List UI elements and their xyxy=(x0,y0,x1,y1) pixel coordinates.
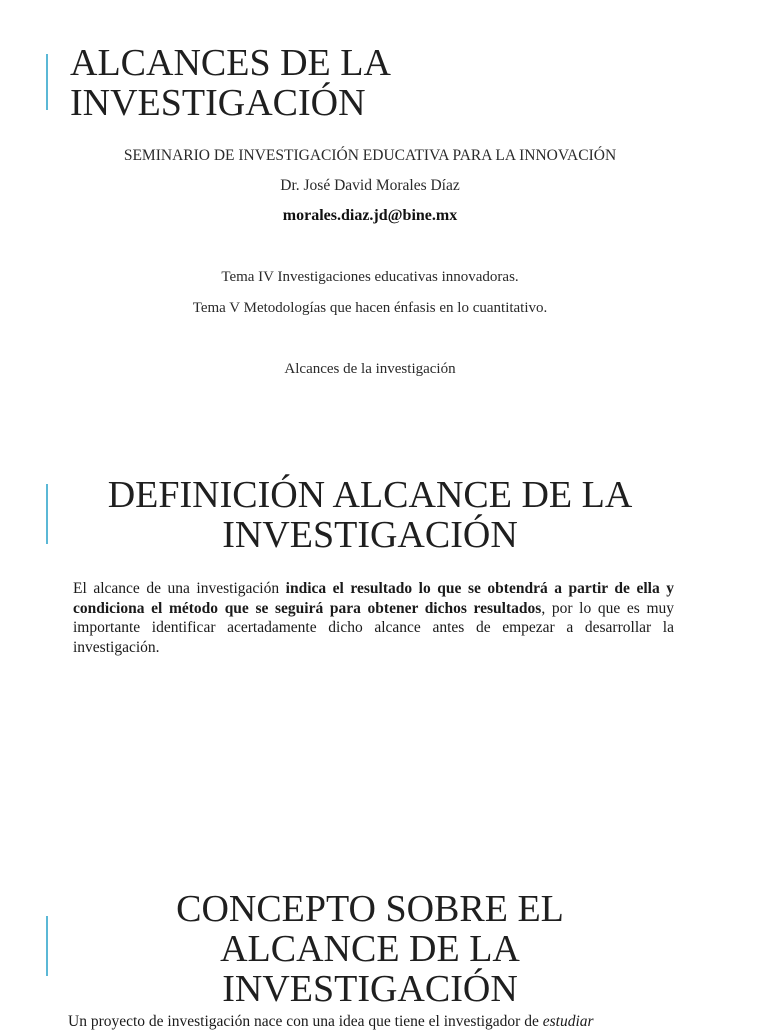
author-email: morales.diaz.jd@bine.mx xyxy=(282,207,458,224)
title-line: ALCANCE DE LA xyxy=(220,927,520,970)
slide-heading xyxy=(0,476,740,556)
title-line: INVESTIGACIÓN xyxy=(222,967,518,1010)
body-text: Un proyecto de investigación nace con una idea que tiene el investigador de xyxy=(68,1013,543,1030)
title-line: CONCEPTO SOBRE EL xyxy=(176,888,564,930)
slide-heading xyxy=(0,890,740,1010)
concept-paragraph xyxy=(68,1012,680,1031)
accent-bar xyxy=(46,54,48,110)
body-italic-text: estudiar xyxy=(542,1013,594,1030)
topic-line: Tema IV Investigaciones educativas innovadoras. xyxy=(221,269,519,285)
title-line: DEFINICIÓN ALCANCE DE LA xyxy=(107,474,633,516)
title-line: INVESTIGACIÓN xyxy=(70,81,366,124)
body-text: El alcance de una investigación xyxy=(73,580,286,597)
body-text: , por lo que es muy importante identificar acertadamente dicho alcance antes de empezar a desarrollar la investigación. xyxy=(73,599,674,656)
title-line: INVESTIGACIÓN xyxy=(222,513,518,556)
definition-paragraph xyxy=(73,579,674,657)
author-name: Dr. José David Morales Díaz xyxy=(280,177,460,194)
slide-concept xyxy=(0,880,768,1030)
title-line: ALCANCES DE LA xyxy=(70,42,391,84)
slide-title xyxy=(0,0,768,420)
seminar-subtitle: SEMINARIO DE INVESTIGACIÓN EDUCATIVA PARA LA INNOVACIÓN xyxy=(123,147,617,164)
slide-definition xyxy=(0,440,768,840)
body-bold-text: indica el resultado lo que se obtendrá a partir de ella y condiciona el método que se seguirá para obtener dichos resultados xyxy=(73,580,674,617)
slide-title-heading xyxy=(70,44,391,124)
topic-line: Tema V Metodologías que hacen énfasis en lo cuantitativo. xyxy=(192,300,548,316)
scope-label: Alcances de la investigación xyxy=(284,361,456,377)
